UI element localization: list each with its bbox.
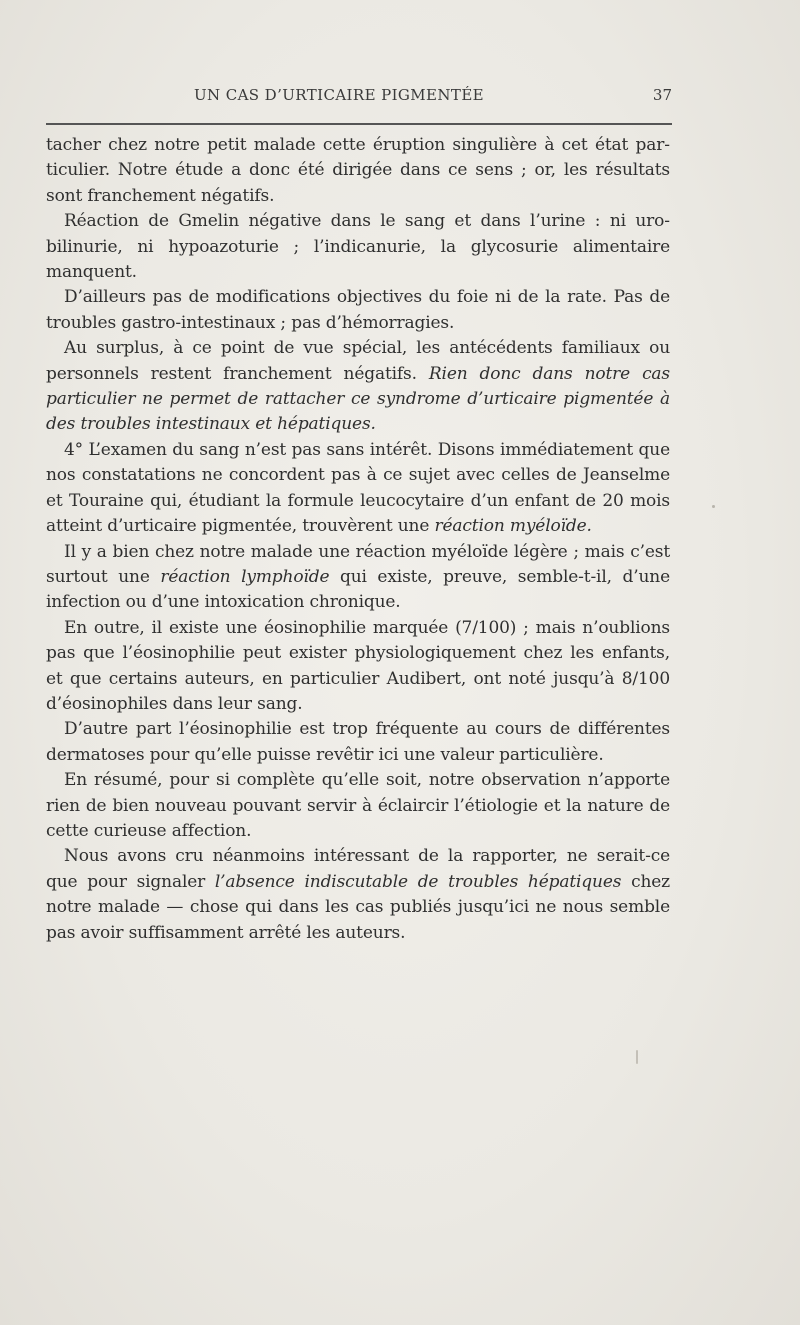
running-head — [46, 86, 672, 110]
paragraph — [46, 717, 670, 768]
paragraph — [46, 438, 670, 540]
paragraph — [46, 540, 670, 616]
text-run: Réaction de Gmelin négative dans le sang et dans l’urine : ni urobilinurie, ni hypoazoturie ; l’indicanurie, la glycosurie alimentaire manquent. — [46, 211, 670, 283]
text-run: Au surplus, à ce point de vue spécial, les antécédents familiaux ou personnels restent franchement négatifs. — [46, 338, 670, 384]
paragraph — [46, 768, 670, 844]
text-run: D’autre part l’éosinophilie est trop fréquente au cours de différentes dermatoses pour qu’elle puisse revêtir ici une valeur particulière. — [46, 719, 670, 765]
page-number: 37 — [652, 86, 672, 104]
body-text — [46, 133, 670, 946]
paragraph — [46, 616, 670, 718]
text-run: tacher chez notre petit malade cette éruption singulière à cet état particulier. Notre étude a donc été dirigée dans ce sens ; or, les résultats sont franchement négatifs. — [46, 135, 670, 206]
text-run: En résumé, pour si complète qu’elle soit, notre observation n’apporte rien de bien nouveau pouvant servir à éclaircir l’étiologie et la nature de cette curieuse affection. — [46, 770, 670, 841]
paragraph — [46, 209, 670, 285]
text-run: 4° L’examen du sang n’est pas sans intérêt. Disons immédiatement que nos constatations ne concordent pas à ce sujet avec celles de Jeanselme et Touraine qui, étudiant la formule leucocytaire d’un enfant de 20 mois atteint d’urticaire pigmentée, trouvèrent une — [46, 439, 670, 537]
text-run: D’ailleurs pas de modifications objectives du foie ni de la rate. Pas de troubles gastro-intestinaux ; pas d’hémorragies. — [46, 287, 670, 333]
running-title: UN CAS D’URTICAIRE PIGMENTÉE — [193, 86, 485, 104]
paragraph — [46, 133, 670, 209]
text-run: chez notre malade — chose qui dans les cas publiés jusqu’ici ne nous semble pas avoir suffisamment arrêté les auteurs. — [46, 871, 670, 943]
paragraph — [46, 336, 670, 438]
italic-run: réaction lymphoïde — [160, 566, 330, 587]
text-run: qui existe, preuve, semble-t-il, d’une infection ou d’une intoxication chronique. — [46, 566, 670, 613]
italic-run: l’absence indiscutable de troubles hépatiques — [214, 871, 622, 892]
text-run: En outre, il existe une éosinophilie marquée (7/100) ; mais n’oublions pas que l’éosinophilie peut exister physiologiquement chez les enfants, et que certains auteurs, en particulier Audibert, ont noté jusqu’à 8/100 d’éosinophiles dans leur sang. — [46, 617, 670, 714]
paper-speck — [636, 1050, 638, 1064]
italic-run: réaction myéloïde. — [434, 516, 592, 537]
text-run: Il y a bien chez notre malade une réaction myéloïde légère ; mais c’est surtout une — [46, 541, 670, 587]
paragraph — [46, 285, 670, 336]
text-run: Nous avons cru néanmoins intéressant de la rapporter, ne serait-ce que pour signaler — [46, 846, 670, 892]
paper-speck — [712, 505, 715, 508]
italic-run: Rien donc dans notre cas particulier ne permet de rattacher ce syndrome d’urticaire pigmentée à des troubles intestinaux et hépatiques. — [46, 363, 670, 435]
paragraph — [46, 844, 670, 946]
header-rule — [46, 123, 672, 125]
